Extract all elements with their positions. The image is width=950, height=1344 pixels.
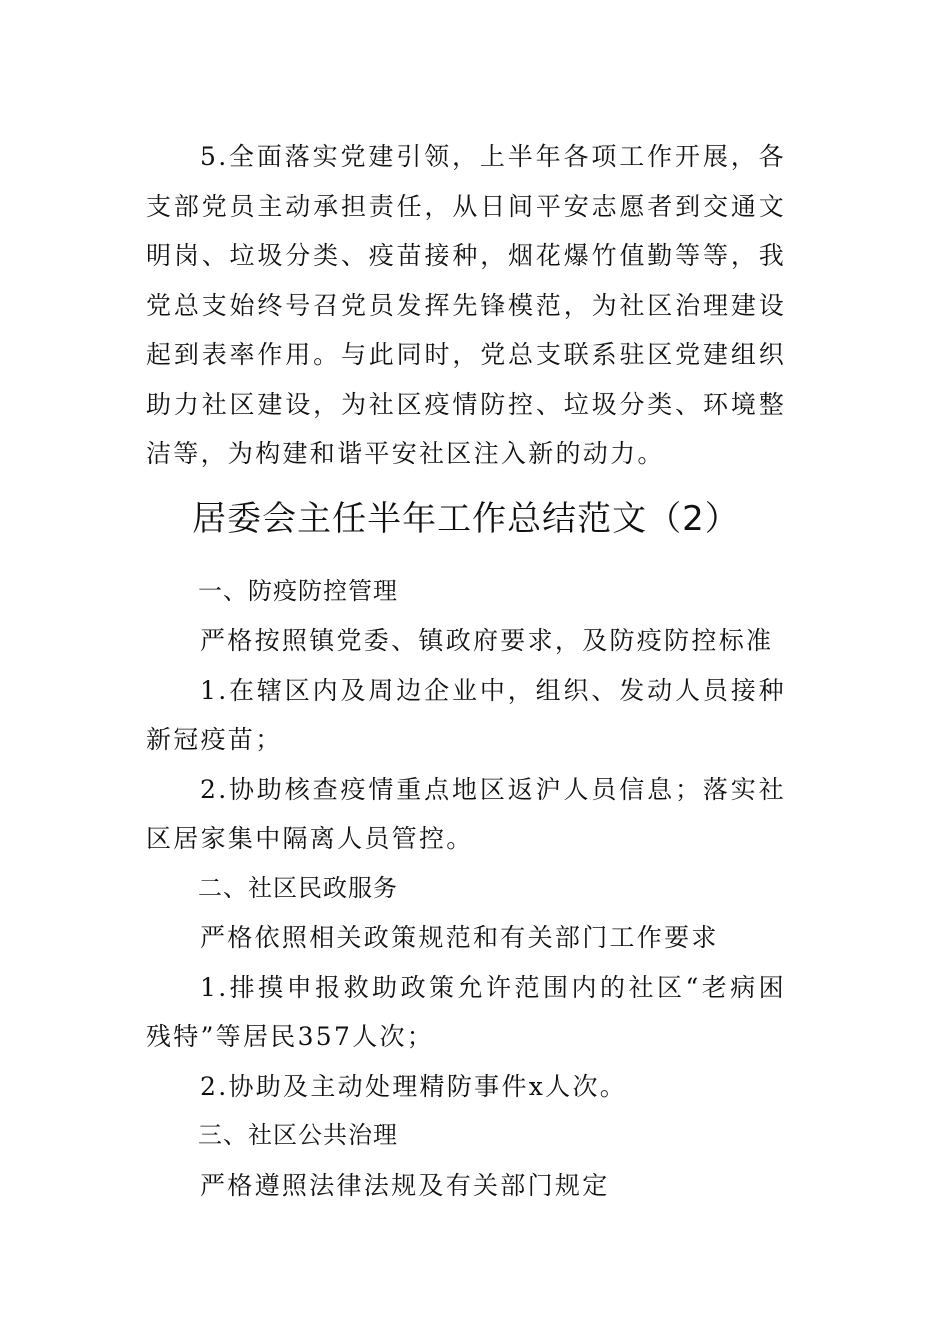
- section-2-item-2: 2.协助及主动处理精防事件x人次。: [200, 1071, 628, 1101]
- section-heading-1: 一、防疫防控管理: [198, 576, 398, 605]
- intro-paragraph: 5.全面落实党建引领，上半年各项工作开展，各支部党员主动承担责任，从日间平安志愿者到交通文明岗、垃圾分类、疫苗接种，烟花爆竹值勤等等，我党总支始终号召党员发挥先锋模范，为社区治理建设起到表率作用。与此同时，党总支联系驻区党建组织助力社区建设，为社区疫情防控、垃圾分类、环境整洁等，为构建和谐平安社区注入新的动力。: [146, 142, 786, 468]
- section-1-item-2: 2.协助核查疫情重点地区返沪人员信息；落实社区居家集中隔离人员管控。: [146, 774, 786, 853]
- section-heading-2: 二、社区民政服务: [198, 873, 398, 902]
- section-1-item-1: 1.在辖区内及周边企业中，组织、发动人员接种新冠疫苗；: [146, 675, 786, 754]
- section-2-item-1: 1.排摸申报救助政策允许范围内的社区“老病困残特”等居民357人次；: [146, 972, 786, 1051]
- section-1-intro: 严格按照镇党委、镇政府要求，及防疫防控标准: [200, 626, 774, 655]
- document-title: 居委会主任半年工作总结范文（2）: [192, 498, 740, 539]
- document-body: [146, 132, 786, 1210]
- section-heading-3: 三、社区公共治理: [198, 1121, 398, 1149]
- section-3-intro: 严格遵照法律法规及有关部门规定: [200, 1170, 610, 1200]
- section-2-intro: 严格依照相关政策规范和有关部门工作要求: [200, 923, 719, 952]
